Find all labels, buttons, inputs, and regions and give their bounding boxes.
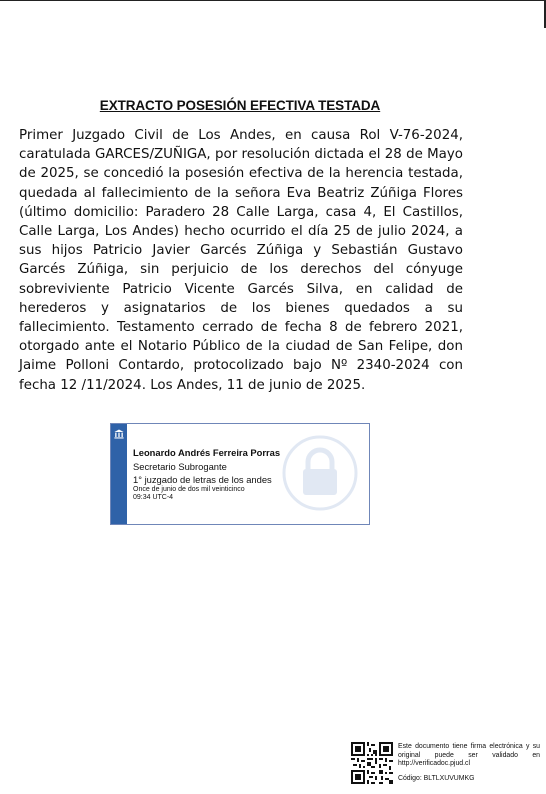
top-border-line (0, 0, 546, 1)
signature-side-bar (111, 424, 127, 524)
verification-code: Código: BLTLXUVUMKG (398, 775, 475, 782)
lock-icon (281, 434, 359, 512)
electronic-signature-box (110, 423, 370, 525)
document-title: EXTRACTO POSESIÓN EFECTIVA TESTADA (99, 98, 381, 113)
verification-notice: Este documento tiene firma electrónica y su original puede ser validado en http://verificadoc.pjud.cl (398, 743, 540, 768)
signer-court: 1° juzgado de letras de los andes (133, 474, 272, 485)
qr-code-icon (351, 742, 393, 784)
courthouse-icon (114, 429, 124, 439)
signer-role: Secretario Subrogante (133, 461, 227, 472)
signature-date: Once de junio de dos mil veinticinco (133, 486, 245, 493)
signature-time: 09:34 UTC-4 (133, 494, 174, 501)
signer-name: Leonardo Andrés Ferreira Porras (133, 447, 281, 458)
document-body: Primer Juzgado Civil de Los Andes, en causa Rol V-76-2024, caratulada GARCES/ZUÑIGA, por resolución dictada el 28 de Mayo de 2025, se concedió la posesión efectiva de la herencia testada, quedada al fallecimiento de la señora Eva Beatriz Zúñiga Flores (último domicilio: Paradero 28 Calle Larga, casa 4, El Castillos, Calle Larga, Los Andes) hecho ocurrido el día 25 de julio 2024, a sus hijos Patricio Javier Garcés Zúñiga y Sebastián Gustavo Garcés Zúñiga, sin perjuicio de los derechos del cónyuge sobreviviente Patricio Vicente Garcés Silva, en calidad de herederos y asignatarios de los bienes quedados a su fallecimiento. Testamento cerrado de fecha 8 de febrero 2021, otorgado ante el Notario Público de la ciudad de San Felipe, don Jaime Polloni Contardo, protocolizado bajo Nº 2340-2024 con fecha 12 /11/2024. Los Andes, 11 de junio de 2025. (19, 128, 463, 393)
